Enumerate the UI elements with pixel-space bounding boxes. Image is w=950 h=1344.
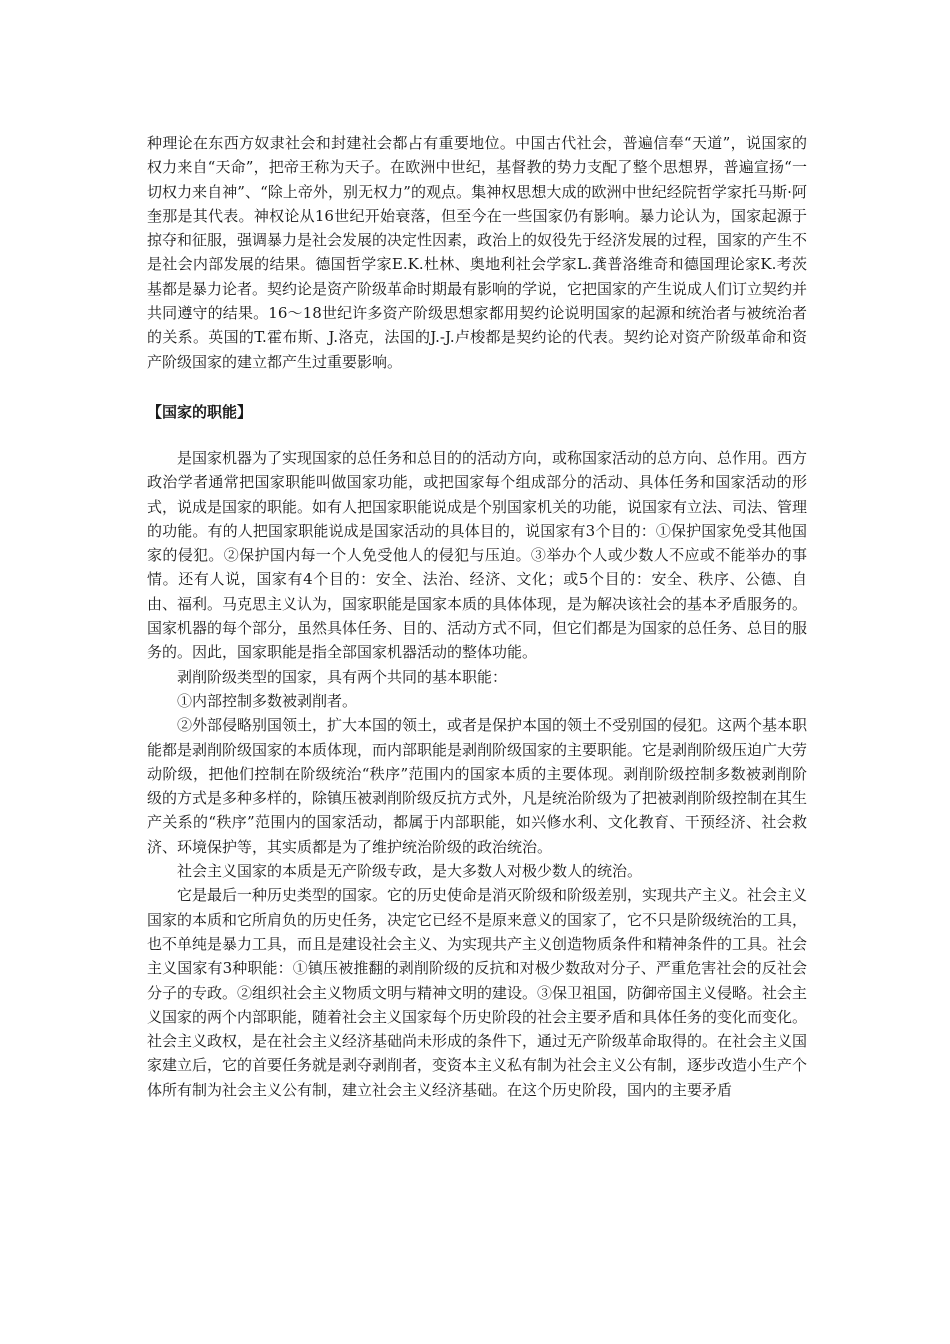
paragraph-internal-function: ①内部控制多数被剥削者。	[177, 691, 358, 710]
document-body	[147, 131, 807, 1102]
paragraph-definition: 是国家机器为了实现国家的总任务和总目的的活动方向，或称国家活动的总方向、总作用。西方政治学者通常把国家职能叫做国家功能，或把国家每个组成部分的活动、具体任务和国家活动的形式，说成是国家的职能。如有人把国家职能说成是个别国家机关的功能，说国家有立法、司法、管理的功能。有的人把国家职能说成是国家活动的具体目的，说国家有3个目的：①保护国家免受其他国家的侵犯。②保护国内每一个人免受他人的侵犯与压迫。③举办个人或少数人不应或不能举办的事情。还有人说，国家有4个目的：安全、法治、经济、文化；或5个目的：安全、秩序、公德、自由、福利。马克思主义认为，国家职能是国家本质的具体体现，是为解决该社会的基本矛盾服务的。国家机器的每个部分，虽然具体任务、目的、活动方式不同，但它们都是为国家的总任务、总目的服务的。因此，国家职能是指全部国家机器活动的整体功能。	[147, 448, 808, 662]
paragraph-socialist-functions: 它是最后一种历史类型的国家。它的历史使命是消灭阶级和阶级差别，实现共产主义。社会主义国家的本质和它所肩负的历史任务，决定它已经不是原来意义的国家了，它不只是阶级统治的工具，也不单纯是暴力工具，而且是建设社会主义、为实现共产主义创造物质条件和精神条件的工具。社会主义国家有3种职能：①镇压被推翻的剥削阶级的反抗和对极少数敌对分子、严重危害社会的反社会分子的专政。②组织社会主义物质文明与精神文明的建设。③保卫祖国，防御帝国主义侵略。社会主义国家的两个内部职能，随着社会主义国家每个历史阶段的社会主要矛盾和具体任务的变化而变化。社会主义政权，是在社会主义经济基础尚未形成的条件下，通过无产阶级革命取得的。在社会主义国家建立后，它的首要任务就是剥夺剥削者，变资本主义私有制为社会主义公有制，逐步改造小生产个体所有制为社会主义公有制，建立社会主义经济基础。在这个历史阶段，国内的主要矛盾	[147, 886, 808, 1099]
paragraph-socialist-essence: 社会主义国家的本质是无产阶级专政，是大多数人对极少数人的统治。	[177, 862, 643, 881]
paragraph-exploiting-state: 剥削阶级类型的国家，具有两个共同的基本职能：	[177, 667, 508, 686]
intro-paragraph: 种理论在东西方奴隶社会和封建社会都占有重要地位。中国古代社会，普遍信奉“天道”，说国家的权力来自“天命”，把帝王称为天子。在欧洲中世纪，基督教的势力支配了整个思想界，普遍宣扬“一切权力来自神”、“除上帝外，别无权力”的观点。集神权思想大成的欧洲中世纪经院哲学家托马斯·阿奎那是其代表。神权论从16世纪开始衰落，但至今在一些国家仍有影响。暴力论认为，国家起源于掠夺和征服，强调暴力是社会发展的决定性因素，政治上的奴役先于经济发展的过程，国家的产生不是社会内部发展的结果。德国哲学家E.K.杜林、奥地利社会学家L.龚普洛维奇和德国理论家K.考茨基都是暴力论者。契约论是资产阶级革命时期最有影响的学说，它把国家的产生说成人们订立契约并共同遵守的结果。16～18世纪许多资产阶级思想家都用契约论说明国家的起源和统治者与被统治者的关系。英国的T.霍布斯、J.洛克，法国的J.-J.卢梭都是契约论的代表。契约论对资产阶级革命和资产阶级国家的建立都产生过重要影响。	[147, 134, 808, 371]
section-heading: 【国家的职能】	[147, 402, 253, 421]
paragraph-external-function: ②外部侵略别国领土，扩大本国的领土，或者是保护本国的领土不受别国的侵犯。这两个基本职能都是剥削阶级国家的本质体现，而内部职能是剥削阶级国家的主要职能。它是剥削阶级压迫广大劳动阶级，把他们控制在阶级统治“秩序”范围内的国家本质的主要体现。剥削阶级控制多数被剥削阶级的方式是多种多样的，除镇压被剥削阶级反抗方式外，凡是统治阶级为了把被剥削阶级控制在其生产关系的“秩序”范围内的国家活动，都属于内部职能，如兴修水利、文化教育、干预经济、社会救济、环境保护等，其实质都是为了维护统治阶级的政治统治。	[147, 716, 808, 856]
